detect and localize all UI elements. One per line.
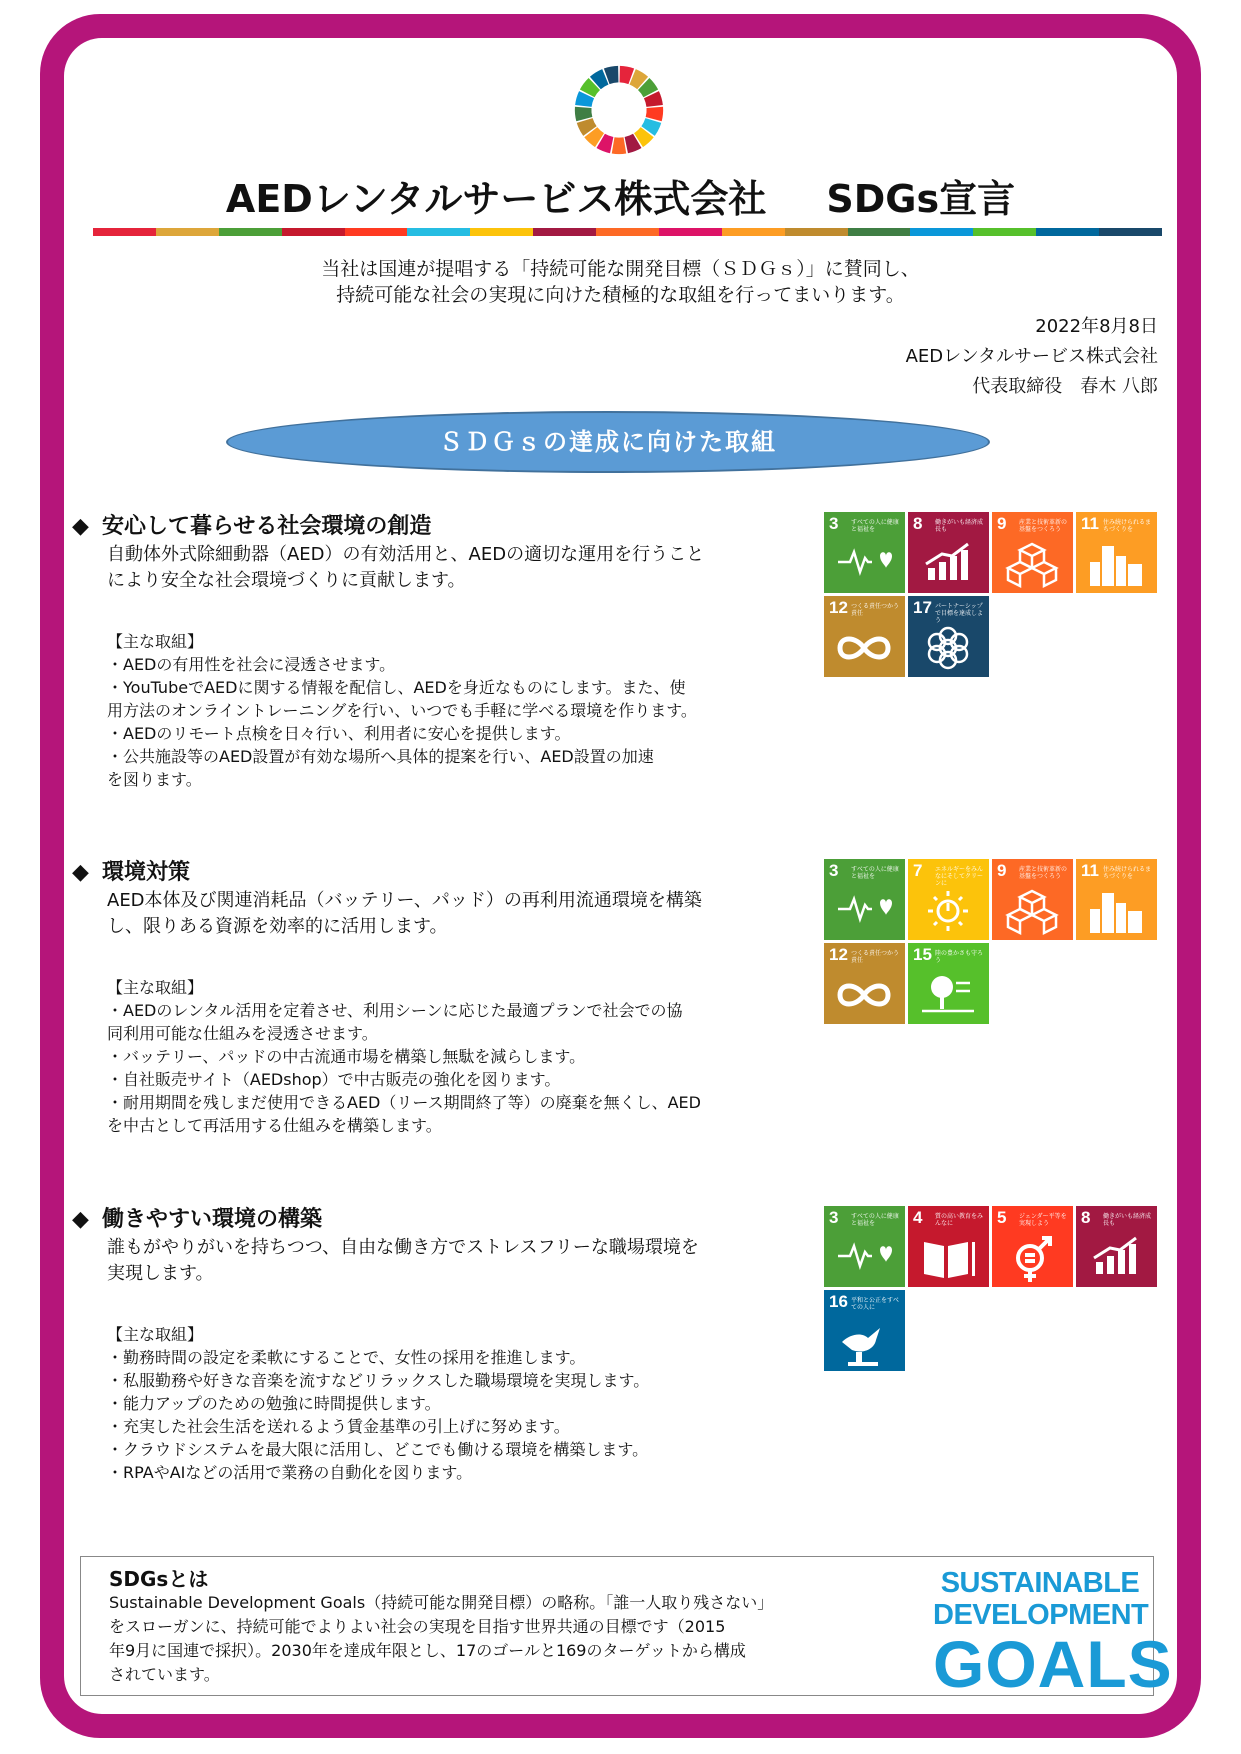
- stripe-segment: [156, 228, 219, 236]
- cubes-icon: [1004, 542, 1060, 588]
- stripe-segment: [1036, 228, 1099, 236]
- stripe-segment: [722, 228, 785, 236]
- goal-number: 12: [829, 598, 848, 617]
- goal-label: 質の高い教育をみんなに: [935, 1213, 984, 1227]
- goal-tiles: [824, 1206, 1160, 1371]
- goal-number: 4: [913, 1208, 923, 1227]
- wheel-segment: [612, 137, 626, 154]
- goal-label: 産業と技術革新の基盤をつくろう: [1019, 866, 1068, 880]
- heading-text: 働きやすい環境の構築: [102, 1207, 323, 1232]
- about-title: SDGsとは: [109, 1567, 209, 1591]
- sdg-goal-8-tile: [908, 512, 989, 593]
- initiatives-list: [107, 630, 812, 791]
- sdg-goal-3-tile: [824, 512, 905, 593]
- representative: 代表取締役 春木 八郎: [972, 376, 1158, 397]
- goal-number: 9: [997, 861, 1007, 880]
- date: 2022年8月8日: [1035, 316, 1158, 337]
- sdg-goal-16-tile: [824, 1290, 905, 1371]
- list-item: ・自社販売サイト（AEDshop）で中古販売の強化を図ります。: [107, 1070, 561, 1089]
- desc-line: し、限りある資源を効率的に活用します。: [107, 916, 448, 937]
- sdg-goal-3-tile: [824, 1206, 905, 1287]
- list-item: ・AEDのレンタル活用を定着させ、利用シーンに応じた最適プランで社会での協: [107, 1001, 683, 1020]
- goal-number: 9: [997, 514, 1007, 533]
- goal-label: 働きがいも経済成長も: [1103, 1213, 1152, 1227]
- stripe-segment: [93, 228, 156, 236]
- goal-label: つくる責任つかう責任: [851, 603, 900, 617]
- list-item: 同利用可能な仕組みを浸透させます。: [107, 1024, 378, 1043]
- section-description: [107, 542, 812, 594]
- signature-block: [906, 312, 1158, 402]
- stripe-segment: [345, 228, 408, 236]
- section-description: [107, 888, 812, 940]
- stripe-segment: [910, 228, 973, 236]
- list-item: ・勤務時間の設定を柔軟にすることで、女性の採用を推進します。: [107, 1348, 586, 1367]
- goal-number: 3: [829, 1208, 839, 1227]
- stripe-segment: [1099, 228, 1162, 236]
- goal-label: すべての人に健康と福祉を: [851, 1213, 899, 1227]
- intro-line: 持続可能な社会の実現に向けた積極的な取組を行ってまいります。: [336, 284, 905, 306]
- sun-power-icon: [920, 889, 976, 935]
- sdg-goal-12-tile: [824, 943, 905, 1024]
- section-workplace: [72, 1205, 812, 1484]
- intro-text: [0, 256, 1241, 308]
- company-title: AEDレンタルサービス株式会社: [225, 177, 767, 221]
- stripe-segment: [533, 228, 596, 236]
- stripe-segment: [282, 228, 345, 236]
- goal-label: すべての人に健康と福祉を: [851, 866, 899, 880]
- color-stripe: [93, 228, 1162, 236]
- stripe-segment: [407, 228, 470, 236]
- goal-label: 陸の豊かさも守ろう: [935, 950, 984, 964]
- rings-icon: [920, 626, 976, 672]
- book-icon: [920, 1236, 976, 1282]
- heading-text: 環境対策: [102, 860, 191, 885]
- sdg-goal-3-tile: [824, 859, 905, 940]
- list-item: ・私服勤務や好きな音楽を流すなどリラックスした職場環境を実現します。: [107, 1371, 650, 1390]
- logo-line: DEVELOPMENT: [933, 1599, 1149, 1631]
- logo-line: SUSTAINABLE: [940, 1567, 1140, 1599]
- desc-line: 自動体外式除細動器（AED）の有効活用と、AEDの適切な運用を行うこと: [107, 544, 705, 565]
- goal-label: 産業と技術革新の基盤をつくろう: [1019, 519, 1068, 533]
- cubes-icon: [1004, 889, 1060, 935]
- about-line: されています。: [109, 1665, 220, 1684]
- diamond-icon: ◆: [72, 860, 89, 885]
- list-item: 用方法のオンライントレーニングを行い、いつでも手軽に学べる環境を作ります。: [107, 701, 697, 720]
- list-item: ・能力アップのための勉強に時間提供します。: [107, 1394, 441, 1413]
- section-safety: [72, 512, 812, 791]
- sdg-goal-5-tile: [992, 1206, 1073, 1287]
- goal-number: 12: [829, 945, 848, 964]
- desc-line: により安全な社会環境づくりに貢献します。: [107, 570, 466, 591]
- dove-icon: [836, 1320, 892, 1366]
- sdg-goal-9-tile: [992, 859, 1073, 940]
- list-item: ・公共施設等のAED設置が有効な場所へ具体的提案を行い、AED設置の加速: [107, 747, 654, 766]
- goal-number: 8: [913, 514, 923, 533]
- initiatives-list: [107, 1323, 812, 1484]
- section-environment: [72, 858, 812, 1137]
- initiatives-title: 【主な取組】: [107, 632, 204, 651]
- sdg-goal-17-tile: [908, 596, 989, 677]
- initiatives-title: 【主な取組】: [107, 978, 204, 997]
- goal-number: 8: [1081, 1208, 1091, 1227]
- city-icon: [1088, 889, 1144, 935]
- logo-line: GOALS: [933, 1627, 1173, 1701]
- declaration-title: SDGs宣言: [826, 177, 1016, 221]
- desc-line: AED本体及び関連消耗品（バッテリー、パッド）の再利用流通環境を構築: [107, 890, 702, 911]
- sdg-goal-9-tile: [992, 512, 1073, 593]
- sdg-goal-15-tile: [908, 943, 989, 1024]
- sdg-goal-8-tile: [1076, 1206, 1157, 1287]
- sdg-goal-7-tile: [908, 859, 989, 940]
- goal-label: 住み続けられるまちづくりを: [1103, 866, 1152, 880]
- intro-line: 当社は国連が提唱する「持続可能な開発目標（ＳＤＧｓ）」に賛同し、: [321, 258, 920, 280]
- growth-chart-icon: [920, 542, 976, 588]
- initiatives-list: [107, 976, 812, 1137]
- tree-icon: [920, 973, 976, 1019]
- page-title: [0, 168, 1241, 223]
- goal-label: ジェンダー平等を実現しよう: [1019, 1213, 1067, 1227]
- goal-label: すべての人に健康と福祉を: [851, 519, 899, 533]
- goal-label: つくる責任つかう責任: [851, 950, 900, 964]
- goal-number: 11: [1081, 861, 1099, 880]
- section-description: [107, 1235, 812, 1287]
- goal-number: 7: [913, 861, 923, 880]
- stripe-segment: [848, 228, 911, 236]
- infinity-icon: [836, 973, 892, 1019]
- goal-number: 5: [997, 1208, 1007, 1227]
- list-item: ・AEDの有用性を社会に浸透させます。: [107, 655, 396, 674]
- sdg-goal-11-tile: [1076, 512, 1157, 593]
- heartbeat-icon: [836, 542, 892, 588]
- list-item: ・RPAやAIなどの活用で業務の自動化を図ります。: [107, 1463, 473, 1482]
- sdg-goal-12-tile: [824, 596, 905, 677]
- goal-label: 平和と公正をすべての人に: [851, 1297, 899, 1311]
- infinity-icon: [836, 626, 892, 672]
- gender-icon: [1004, 1236, 1060, 1282]
- company-name: AEDレンタルサービス株式会社: [905, 346, 1158, 367]
- sdg-wheel-icon: [573, 64, 665, 156]
- goal-tiles: [824, 512, 1160, 677]
- list-item: ・バッテリー、パッドの中古流通市場を構築し無駄を減らします。: [107, 1047, 586, 1066]
- section-heading: [72, 512, 812, 542]
- diamond-icon: ◆: [72, 1207, 89, 1232]
- list-item: ・耐用期間を残しまだ使用できるAED（リース期間終了等）の廃棄を無くし、AED: [107, 1093, 701, 1112]
- growth-chart-icon: [1088, 1236, 1144, 1282]
- stripe-segment: [219, 228, 282, 236]
- sdg-goal-4-tile: [908, 1206, 989, 1287]
- stripe-segment: [973, 228, 1036, 236]
- goal-label: パートナーシップで目標を達成しよう: [935, 603, 984, 624]
- list-item: ・YouTubeでAEDに関する情報を配信し、AEDを身近なものにします。また、使: [107, 678, 686, 697]
- about-line: 年9月に国連で採択）。2030年を達成年限とし、17のゴールと169のターゲットから構成: [109, 1641, 746, 1660]
- section-heading: [72, 1205, 812, 1235]
- city-icon: [1088, 542, 1144, 588]
- goal-number: 15: [913, 945, 932, 964]
- stripe-segment: [785, 228, 848, 236]
- heartbeat-icon: [836, 889, 892, 935]
- section-heading: [72, 858, 812, 888]
- goal-label: エネルギーをみんなにそしてクリーンに: [935, 866, 984, 887]
- goal-number: 3: [829, 861, 839, 880]
- list-item: を中古として再活用する仕組みを構築します。: [107, 1116, 442, 1135]
- list-item: ・クラウドシステムを最大限に活用し、どこでも働ける環境を構築します。: [107, 1440, 649, 1459]
- goal-label: 働きがいも経済成長も: [935, 519, 984, 533]
- goal-tiles: [824, 859, 1160, 1024]
- diamond-icon: ◆: [72, 514, 89, 539]
- goal-number: 11: [1081, 514, 1099, 533]
- list-item: ・充実した社会生活を送れるよう賃金基準の引上げに努めます。: [107, 1417, 570, 1436]
- stripe-segment: [470, 228, 533, 236]
- about-line: Sustainable Development Goals（持続可能な開発目標）の略称。「誰一人取り残さない」: [109, 1593, 774, 1612]
- about-text: [109, 1591, 939, 1687]
- section-banner: ＳＤＧｓの達成に向けた取組: [226, 411, 990, 473]
- heading-text: 安心して暮らせる社会環境の創造: [102, 514, 432, 539]
- about-line: をスローガンに、持続可能でよりよい社会の実現を目指す世界共通の目標です（2015: [109, 1617, 726, 1636]
- sdg-goal-11-tile: [1076, 859, 1157, 940]
- initiatives-title: 【主な取組】: [107, 1325, 204, 1344]
- heartbeat-icon: [836, 1236, 892, 1282]
- desc-line: 誰もがやりがいを持ちつつ、自由な働き方でストレスフリーな職場環境を: [107, 1237, 699, 1258]
- goal-number: 3: [829, 514, 839, 533]
- goal-label: 住み続けられるまちづくりを: [1103, 519, 1152, 533]
- list-item: を図ります。: [107, 770, 202, 789]
- stripe-segment: [659, 228, 722, 236]
- list-item: ・AEDのリモート点検を日々行い、利用者に安心を提供します。: [107, 724, 571, 743]
- goal-number: 16: [829, 1292, 848, 1311]
- goal-number: 17: [913, 598, 932, 617]
- desc-line: 実現します。: [107, 1263, 214, 1284]
- sdg-logo: [933, 1567, 1173, 1701]
- stripe-segment: [596, 228, 659, 236]
